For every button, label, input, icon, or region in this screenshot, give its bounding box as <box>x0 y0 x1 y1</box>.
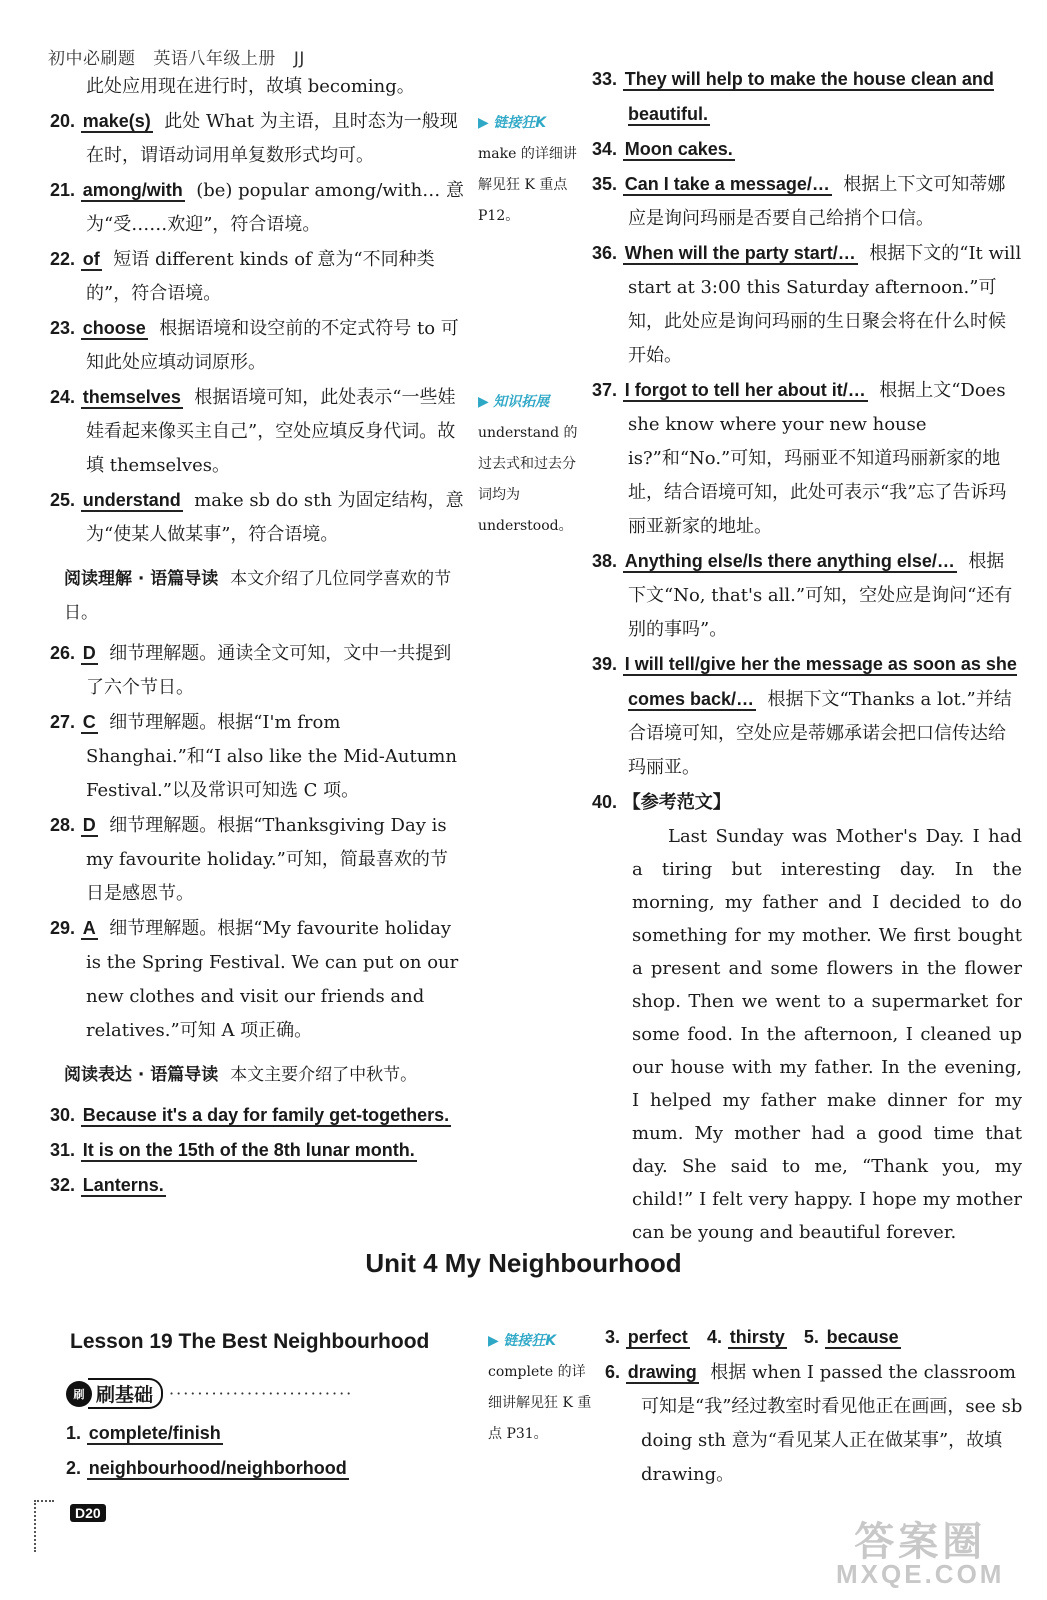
item-number: 37. <box>592 380 618 400</box>
explanation: 根据上下文可知蒂娜应是询问玛丽是否要自己给捎个口信。 <box>628 174 1006 229</box>
explanation: 根据下文的“It will start at 3:00 this Saturday afternoon.”可知，此处应是询问玛丽的生日聚会将在什么时候开始。 <box>628 243 1022 366</box>
lesson-answers-right <box>605 1320 1025 1492</box>
answer-item <box>50 1168 465 1203</box>
explanation: 根据语境可知，此处表示“一些娃娃看起来像买主自己”，空处应填反身代词。故填 themselves。 <box>86 387 456 476</box>
note-tag: 链接狂K <box>493 115 547 131</box>
side-note-2 <box>478 387 586 542</box>
answer-text: perfect <box>627 1327 688 1347</box>
answer-item <box>50 173 465 242</box>
answer-item <box>50 380 465 483</box>
watermark-line-2: MXQE.COM <box>836 1559 1005 1589</box>
explanation: 细节理解题。通读全文可知，文中一共提到了六个节日。 <box>86 643 452 698</box>
essay-label: 【参考范文】 <box>622 792 731 812</box>
item-number: 40. <box>592 792 618 812</box>
item-number: 25. <box>50 490 76 510</box>
item-number: 35. <box>592 174 618 194</box>
explanation: make sb do sth 为固定结构，意为“使某人做某事”，符合语境。 <box>86 490 464 545</box>
item-number: 5. <box>803 1327 819 1347</box>
item-number: 20. <box>50 111 76 131</box>
answer-text: Because it's a day for family get-togethers. <box>82 1105 450 1125</box>
section-title: 阅读表达 · 语篇导读 <box>64 1065 219 1085</box>
answer-text: because <box>826 1327 899 1347</box>
item-number: 29. <box>50 918 76 938</box>
item-number: 28. <box>50 815 76 835</box>
answer-text: neighbourhood/neighborhood <box>88 1458 347 1478</box>
item-number: 30. <box>50 1105 76 1125</box>
answer-item <box>592 373 1022 544</box>
side-note-1 <box>478 108 586 232</box>
corner-mark <box>34 1500 54 1552</box>
subject-name: 英语八年级上册 <box>153 49 276 69</box>
answer-text: Anything else/Is there anything else/… <box>624 551 955 571</box>
answer-item <box>50 705 465 808</box>
answer-item <box>50 104 465 173</box>
brush-icon: 刷 <box>66 1381 92 1407</box>
explanation: 短语 different kinds of 意为“不同种类的”，符合语境。 <box>86 249 435 304</box>
item-number: 38. <box>592 551 618 571</box>
item-number: 6. <box>605 1362 621 1382</box>
answer-item <box>50 808 465 911</box>
answer-item <box>592 167 1022 236</box>
intro-line: 此处应用现在进行时，故填 becoming。 <box>86 76 415 97</box>
edition-name: JJ <box>293 49 305 69</box>
item-number: 22. <box>50 249 76 269</box>
answer-text: Lanterns. <box>82 1175 164 1195</box>
answer-item-40 <box>592 785 1022 820</box>
item-number: 36. <box>592 243 618 263</box>
explanation: 根据语境和设空前的不定式符号 to 可知此处应填动词原形。 <box>86 318 459 373</box>
answer-item <box>50 483 465 552</box>
answer-text: make(s) <box>82 111 151 131</box>
answer-text: Moon cakes. <box>624 139 733 159</box>
unit-title: Unit 4 My Neighbourhood <box>365 1248 682 1278</box>
answer-item-6 <box>605 1355 1025 1492</box>
answer-text: complete/finish <box>88 1423 221 1443</box>
arrow-icon: ▶ <box>478 115 489 131</box>
left-column <box>50 70 465 1203</box>
explanation: 细节理解题。根据“I'm from Shanghai.”和“I also like the Mid-Autumn Festival.”以及常识可知选 C 项。 <box>86 712 457 801</box>
answer-text: I forgot to tell her about it/… <box>624 380 866 400</box>
answer-text: thirsty <box>729 1327 785 1347</box>
arrow-icon: ▶ <box>478 394 489 410</box>
section-desc: 本文介绍了几位同学喜欢的节日。 <box>64 569 452 623</box>
answer-item <box>592 132 1022 167</box>
model-essay <box>592 820 1022 1249</box>
answer-item <box>50 911 465 1048</box>
section-desc: 本文主要介绍了中秋节。 <box>230 1065 418 1085</box>
note-tag: 链接狂K <box>503 1333 557 1349</box>
explanation: 根据下文“No, that's all.”可知，空处应是询问“还有别的事吗”。 <box>628 551 1013 640</box>
answer-item <box>50 636 465 705</box>
arrow-icon: ▶ <box>488 1333 499 1349</box>
answer-text: A <box>82 918 96 938</box>
answer-text: It is on the 15th of the 8th lunar month. <box>82 1140 415 1160</box>
reading-section-1 <box>64 562 465 630</box>
book-name: 初中必刷题 <box>48 49 136 69</box>
answer-text: Can I take a message/… <box>624 174 830 194</box>
answer-item <box>592 62 1022 132</box>
item-number: 27. <box>50 712 76 732</box>
answer-text: among/with <box>82 180 183 200</box>
answer-text: C <box>82 712 96 732</box>
answer-text: D <box>82 815 96 835</box>
answer-text: themselves <box>82 387 181 407</box>
section-title: 阅读理解 · 语篇导读 <box>64 569 219 589</box>
item-number: 23. <box>50 318 76 338</box>
lesson-answers-left <box>66 1416 364 1486</box>
answer-text: understand <box>82 490 181 510</box>
answer-item <box>50 242 465 311</box>
dotted-line: ·························· <box>169 1384 354 1403</box>
item-number: 32. <box>50 1175 76 1195</box>
side-notes <box>478 108 586 542</box>
essay-text: Last Sunday was Mother's Day. I had a tiring but interesting day. In the morning, my father and I decided to do something for my mother. We first bought a present and some flowers in the flower shop. Then we went to a supermarket for some food. In the afternoon, I cleaned up our house with my father. In the evening, I helped my father make dinner for my mum. My mother had a good time that day. She said to me, “Thank you, my child!” I felt very happy. I hope my mother can be young and beautiful forever. <box>632 826 1022 1243</box>
item-number: 31. <box>50 1140 76 1160</box>
answer-item <box>50 311 465 380</box>
right-column <box>592 62 1022 1249</box>
explanation: 此处 What 为主语，且时态为一般现在时，谓语动词用单复数形式均可。 <box>86 111 458 166</box>
item-number: 1. <box>66 1423 82 1443</box>
badge-label: 刷基础 <box>88 1378 163 1409</box>
answer-text: of <box>82 249 100 269</box>
reading-section-2 <box>64 1058 465 1092</box>
explanation: 根据上文“Does she know where your new house is?”和“No.”可知，玛丽亚不知道玛丽新家的地址，结合语境可知，此处可表示“我”忘了告诉玛丽亚新家的地址。 <box>628 380 1007 537</box>
answer-item <box>66 1451 364 1486</box>
explanation: 细节理解题。根据“My favourite holiday is the Spring Festival. We can put on our new clothes and visit our friends and relatives.”可知 A 项正确。 <box>86 918 459 1041</box>
explanation: 细节理解题。根据“Thanksgiving Day is my favourite holiday.”可知，简最喜欢的节日是感恩节。 <box>86 815 448 904</box>
answer-item <box>50 1098 465 1133</box>
item-number: 26. <box>50 643 76 663</box>
page-header <box>48 44 317 69</box>
answer-text: When will the party start/… <box>624 243 856 263</box>
watermark-line-1: 答案圈 <box>854 1520 987 1564</box>
watermark <box>836 1510 1004 1590</box>
answer-text: I will tell/give her the message as soon as she comes back/… <box>624 654 1017 709</box>
explanation: 根据下文“Thanks a lot.”并结合语境可知，空处应是蒂娜承诺会把口信传达给玛丽亚。 <box>628 689 1012 778</box>
item-number: 2. <box>66 1458 82 1478</box>
answer-text: D <box>82 643 96 663</box>
item-number: 34. <box>592 139 618 159</box>
answer-item <box>592 544 1022 647</box>
explanation: 根据 when I passed the classroom 可知是“我”经过教室时看见他正在画画，see sb doing sth 意为“看见某人正在做某事”，故填 drawing。 <box>641 1362 1023 1485</box>
basic-practice-badge <box>66 1378 353 1409</box>
answer-line <box>605 1320 1025 1355</box>
explanation: (be) popular among/with… 意为“受……欢迎”，符合语境。 <box>86 180 464 235</box>
note-text: make 的详细讲解见狂 K 重点 P12。 <box>478 146 577 224</box>
answer-text: They will help to make the house clean and beautiful. <box>624 69 994 124</box>
answer-item <box>592 236 1022 373</box>
page-number: D20 <box>70 1504 106 1522</box>
note-text: complete 的详细讲解见狂 K 重点 P31。 <box>488 1364 592 1442</box>
answer-text: choose <box>82 318 146 338</box>
answer-item <box>66 1416 364 1451</box>
item-number: 4. <box>706 1327 722 1347</box>
item-number: 21. <box>50 180 76 200</box>
item-number: 3. <box>605 1327 621 1347</box>
side-note-3 <box>488 1326 598 1450</box>
item-number: 24. <box>50 387 76 407</box>
item-number: 39. <box>592 654 618 674</box>
answer-item <box>592 647 1022 785</box>
note-tag: 知识拓展 <box>493 394 550 410</box>
lesson-title: Lesson 19 The Best Neighbourhood <box>70 1330 430 1353</box>
answer-item <box>50 1133 465 1168</box>
item-number: 33. <box>592 69 618 89</box>
answer-text: drawing <box>627 1362 697 1382</box>
note-text: understand 的过去式和过去分词均为 understood。 <box>478 425 578 534</box>
